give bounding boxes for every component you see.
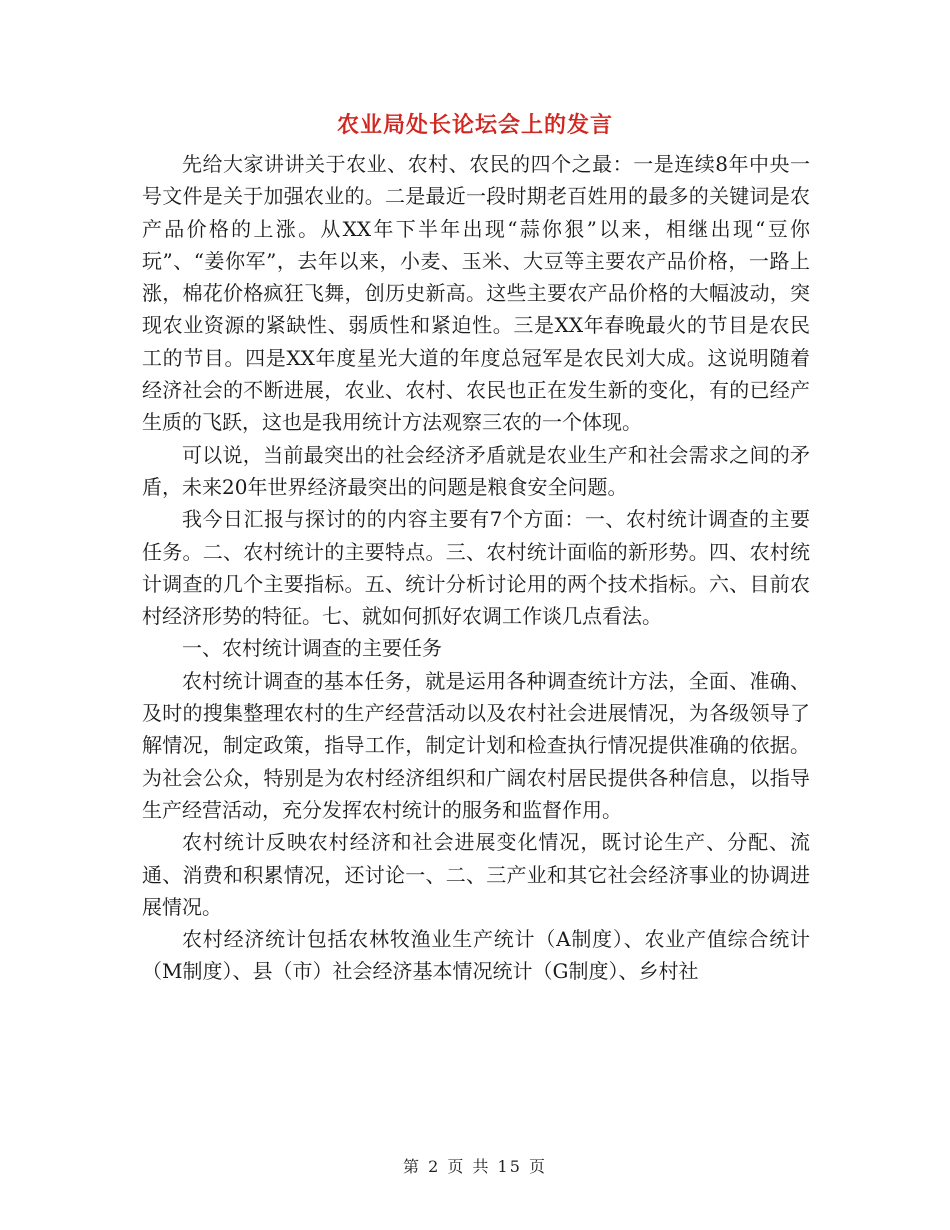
- section-heading: 一、农村统计调查的主要任务: [182, 636, 442, 661]
- document-body: [142, 148, 810, 988]
- paragraph-basic-tasks: 农村统计调查的基本任务，就是运用各种调查统计方法，全面、准确、及时的搜集整理农村的生产经营活动以及农村社会进展情况，为各级领导了解情况，制定政策，指导工作，制定计划和检查执行情况提供准确的依据。为社会公众，特别是为农村经济组织和广阔农村居民提供各种信息，以指导生产经营活动，充分发挥农村统计的服务和监督作用。: [142, 668, 810, 822]
- page-footer: 第 2 页 共 15 页: [403, 1157, 547, 1176]
- paragraph-main-contradiction: 可以说，当前最突出的社会经济矛盾就是农业生产和社会需求之间的矛盾，未来20年世界经济最突出的问题是粮食安全问题。: [142, 442, 810, 499]
- paragraph-report-outline: 我今日汇报与探讨的的内容主要有7个方面：一、农村统计调查的主要任务。二、农村统计的主要特点。三、农村统计面临的新形势。四、农村统计调查的几个主要指标。五、统计分析讨论用的两个技术指标。六、目前农村经济形势的特征。七、就如何抓好农调工作谈几点看法。: [142, 507, 810, 629]
- document-title: 农业局处长论坛会上的发言: [336, 112, 613, 138]
- paragraph-statistics-scope: 农村统计反映农村经济和社会进展变化情况，既讨论生产、分配、流通、消费和积累情况，还讨论一、二、三产业和其它社会经济事业的协调进展情况。: [142, 830, 810, 919]
- paragraph-four-superlatives: 先给大家讲讲关于农业、农村、农民的四个之最：一是连续8年中央一号文件是关于加强农业的。二是最近一段时期老百姓用的最多的关键词是农产品价格的上涨。从XX年下半年出现“蒜你狠”以来，相继出现“豆你玩”、“姜你军”，去年以来，小麦、玉米、大豆等主要农产品价格，一路上涨，棉花价格疯狂飞舞，创历史新高。这些主要农产品价格的大幅波动，突现农业资源的紧缺性、弱质性和紧迫性。三是XX年春晚最火的节目是农民工的节目。四是XX年度星光大道的年度总冠军是农民刘大成。这说明随着经济社会的不断进展，农业、农村、农民也正在发生新的变化，有的已经产生质的飞跃，这也是我用统计方法观察三农的一个体现。: [142, 152, 810, 435]
- paragraph-economic-statistics: 农村经济统计包括农林牧渔业生产统计（A制度）、农业产值综合统计（M制度）、县（市）社会经济基本情况统计（G制度）、乡村社: [142, 927, 810, 984]
